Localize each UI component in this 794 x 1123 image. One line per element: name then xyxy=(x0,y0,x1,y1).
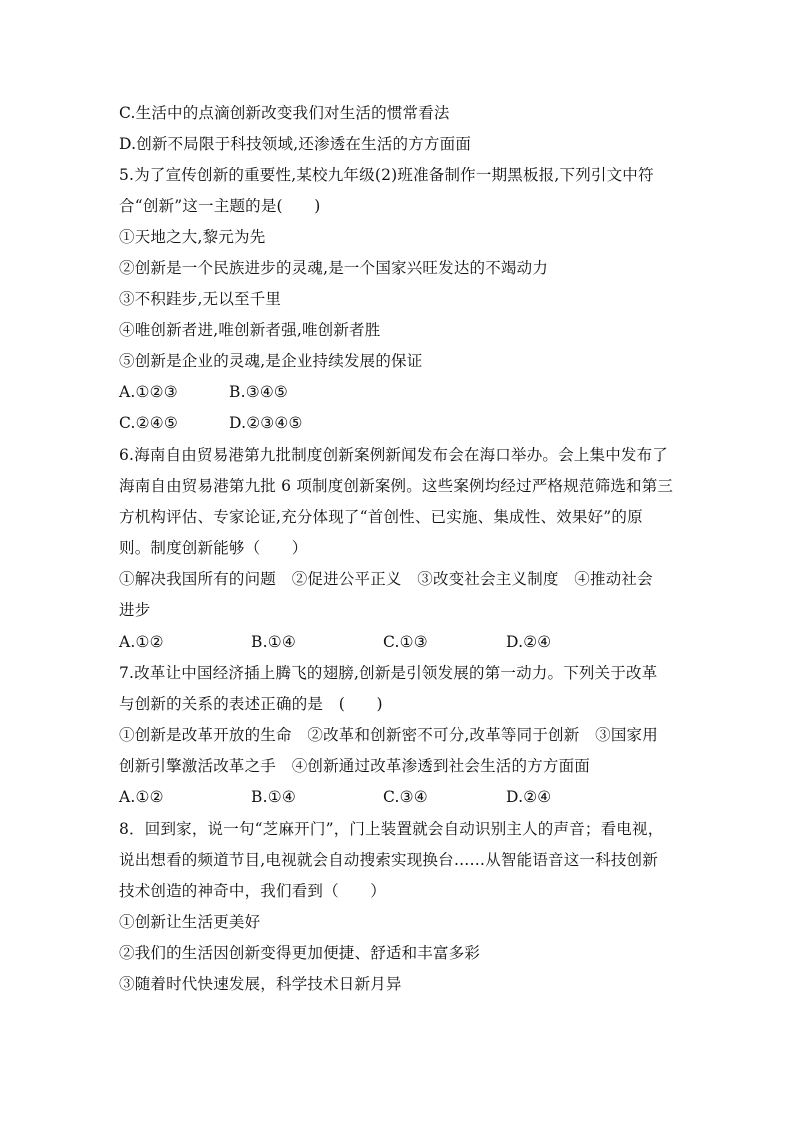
q7-option-b: B.①④ xyxy=(251,788,296,806)
q5-stem-line-1: 5.为了宣传创新的重要性,某校九年级(2)班准备制作一期黑板报,下列引文中符 xyxy=(119,166,654,184)
q7-stem-line-1: 7.改革让中国经济插上腾飞的翅膀,创新是引领发展的第一动力。下列关于改革 xyxy=(119,664,658,682)
q8-stem-line-3: 技术创造的神奇中，我们看到（ ） xyxy=(119,882,386,900)
q8-stem-line-1: 8．回到家，说一句“芝麻开门”，门上装置就会自动识别主人的声音；看电视， xyxy=(119,820,664,838)
q8-statement-1: ①创新让生活更美好 xyxy=(119,913,261,931)
q5-option-b: B.③④⑤ xyxy=(229,383,289,401)
q6-option-d: D.②④ xyxy=(506,633,552,651)
q6-stem-line-2: 海南自由贸易港第九批 6 项制度创新案例。这些案例均经过严格规范筛选和第三 xyxy=(119,477,674,495)
q5-statement-5: ⑤创新是企业的灵魂,是企业持续发展的保证 xyxy=(119,352,423,370)
q6-stem-line-4: 则。制度创新能够（ ） xyxy=(119,539,308,557)
q6-option-b: B.①④ xyxy=(251,633,296,651)
q6-statements-line-1: ①解决我国所有的问题 ②促进公平正义 ③改变社会主义制度 ④推动社会 xyxy=(119,570,653,588)
q7-option-d: D.②④ xyxy=(506,788,552,806)
q5-statement-1: ①天地之大,黎元为先 xyxy=(119,228,266,246)
q7-statements-line-1: ①创新是改革开放的生命 ②改革和创新密不可分,改革等同于创新 ③国家用 xyxy=(119,726,658,744)
q5-statement-4: ④唯创新者进,唯创新者强,唯创新者胜 xyxy=(119,321,381,339)
q6-option-c: C.①③ xyxy=(383,633,428,651)
q5-stem-line-2: 合“创新”这一主题的是( ) xyxy=(119,197,321,215)
q4-option-c: C.生活中的点滴创新改变我们对生活的惯常看法 xyxy=(119,104,450,122)
q7-stem-line-2: 与创新的关系的表述正确的是 ( ) xyxy=(119,695,383,713)
q6-option-a: A.①② xyxy=(119,633,164,651)
q6-statements-line-2: 进步 xyxy=(119,601,151,619)
q5-option-d: D.②③④⑤ xyxy=(229,414,303,432)
q7-option-a: A.①② xyxy=(119,788,164,806)
q8-statement-2: ②我们的生活因创新变得更加便捷、舒适和丰富多彩 xyxy=(119,944,481,962)
q7-statements-line-2: 创新引擎激活改革之手 ④创新通过改革渗透到社会生活的方方面面 xyxy=(119,757,591,775)
q6-stem-line-3: 方机构评估、专家论证,充分体现了“首创性、已实施、集成性、效果好”的原 xyxy=(119,508,643,526)
q5-option-c: C.②④⑤ xyxy=(119,414,178,432)
q7-option-c: C.③④ xyxy=(383,788,428,806)
q5-option-a: A.①②③ xyxy=(119,383,178,401)
q5-statement-3: ③不积跬步,无以至千里 xyxy=(119,290,282,308)
q8-statement-3: ③随着时代快速发展，科学技术日新月异 xyxy=(119,975,402,993)
q5-statement-2: ②创新是一个民族进步的灵魂,是一个国家兴旺发达的不竭动力 xyxy=(119,259,549,277)
q8-stem-line-2: 说出想看的频道节目,电视就会自动搜索实现换台……从智能语音这一科技创新 xyxy=(119,851,658,869)
q6-stem-line-1: 6.海南自由贸易港第九批制度创新案例新闻发布会在海口举办。会上集中发布了 xyxy=(119,446,668,464)
q4-option-d: D.创新不局限于科技领域,还渗透在生活的方方面面 xyxy=(119,135,472,153)
